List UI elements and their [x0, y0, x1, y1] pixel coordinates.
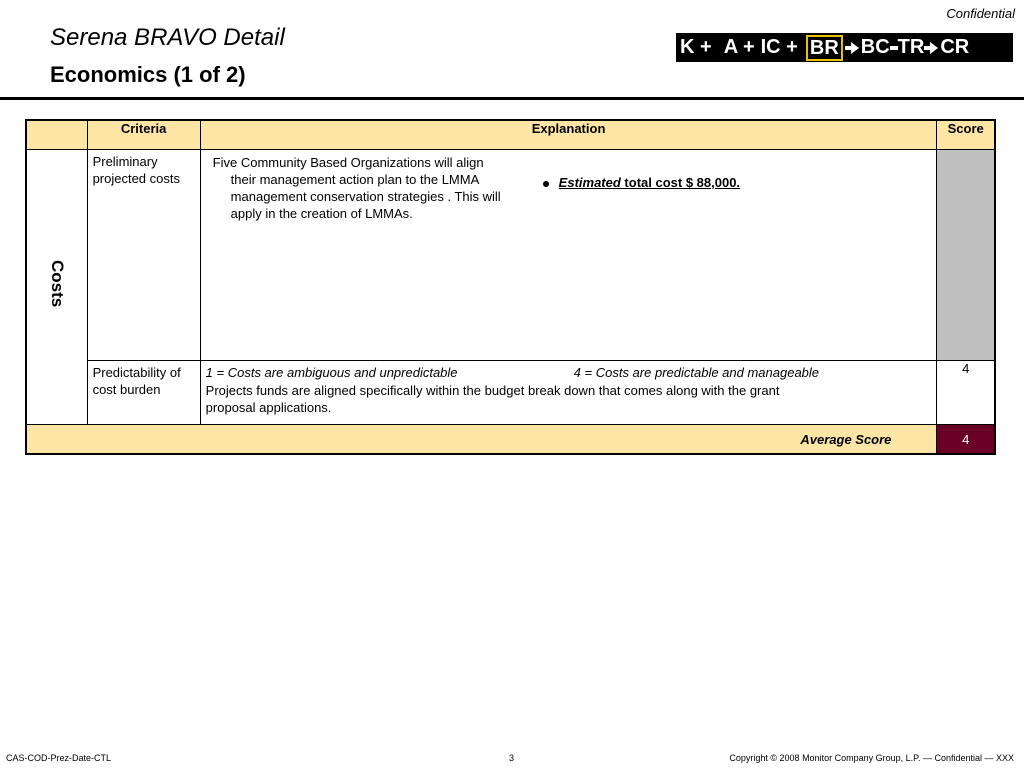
- score-cell: [937, 150, 995, 361]
- logo-a: A +: [723, 36, 755, 58]
- header-rule: [0, 97, 1024, 100]
- average-row: [26, 425, 995, 455]
- score-scale: [206, 364, 932, 382]
- bullet-icon: [543, 181, 549, 187]
- logo-ic: IC +: [760, 36, 798, 58]
- header-criteria: Criteria: [87, 120, 200, 150]
- scale-low: 1 = Costs are ambiguous and unpredictable: [205, 365, 458, 380]
- average-score-label: Average Score: [26, 425, 937, 455]
- average-score-value: 4: [937, 425, 995, 455]
- arrow-right-icon: [930, 42, 938, 54]
- confidential-label: Confidential: [946, 6, 1015, 21]
- category-label: Costs: [47, 260, 67, 308]
- score-cell: 4: [937, 361, 995, 425]
- category-cell: [26, 150, 87, 425]
- economics-table: [25, 119, 996, 455]
- footer-left: CAS-COD-Prez-Date-CTL: [6, 753, 112, 763]
- bravo-process-logo: [676, 33, 1013, 62]
- logo-k: K +: [680, 36, 712, 58]
- criteria-cell: Predictability of cost burden: [87, 361, 200, 425]
- scale-high: 4 = Costs are predictable and manageable: [573, 365, 820, 380]
- header-explanation: Explanation: [200, 120, 937, 150]
- page-title: Serena BRAVO Detail: [50, 24, 285, 51]
- header-score: Score: [937, 120, 995, 150]
- dash-icon: [890, 46, 898, 50]
- table-row: [26, 150, 995, 361]
- table-row: [26, 361, 995, 425]
- cost-bullet: [543, 174, 740, 191]
- explanation-text: [213, 154, 513, 222]
- footer-page-number: 3: [509, 753, 515, 763]
- explanation-line: Five Community Based Organizations will align: [212, 155, 484, 170]
- table-header-row: [26, 120, 995, 150]
- logo-br: BR: [806, 35, 843, 61]
- explanation-cell: [200, 150, 937, 361]
- criteria-cell: Preliminary projected costs: [87, 150, 200, 361]
- header-blank: [26, 120, 87, 150]
- logo-tr: TR: [897, 36, 925, 58]
- explanation-cell: [200, 361, 937, 425]
- explanation-text: Projects funds are aligned specifically within the budget break down that comes along with the grant proposal applications.: [205, 383, 780, 415]
- explanation-rest: their management action plan to the LMMA management conservation strategies . This will apply in the creation of LMMAs.: [230, 172, 501, 221]
- bullet-emphasis: Estimated: [558, 175, 621, 190]
- logo-cr: CR: [940, 36, 970, 58]
- arrow-right-icon: [851, 42, 859, 54]
- logo-bc: BC: [860, 36, 890, 58]
- footer-copyright: Copyright © 2008 Monitor Company Group, L.P. — Confidential — XXX: [729, 753, 1014, 763]
- bullet-text: total cost $ 88,000.: [620, 175, 741, 190]
- page-subtitle: Economics (1 of 2): [50, 62, 246, 87]
